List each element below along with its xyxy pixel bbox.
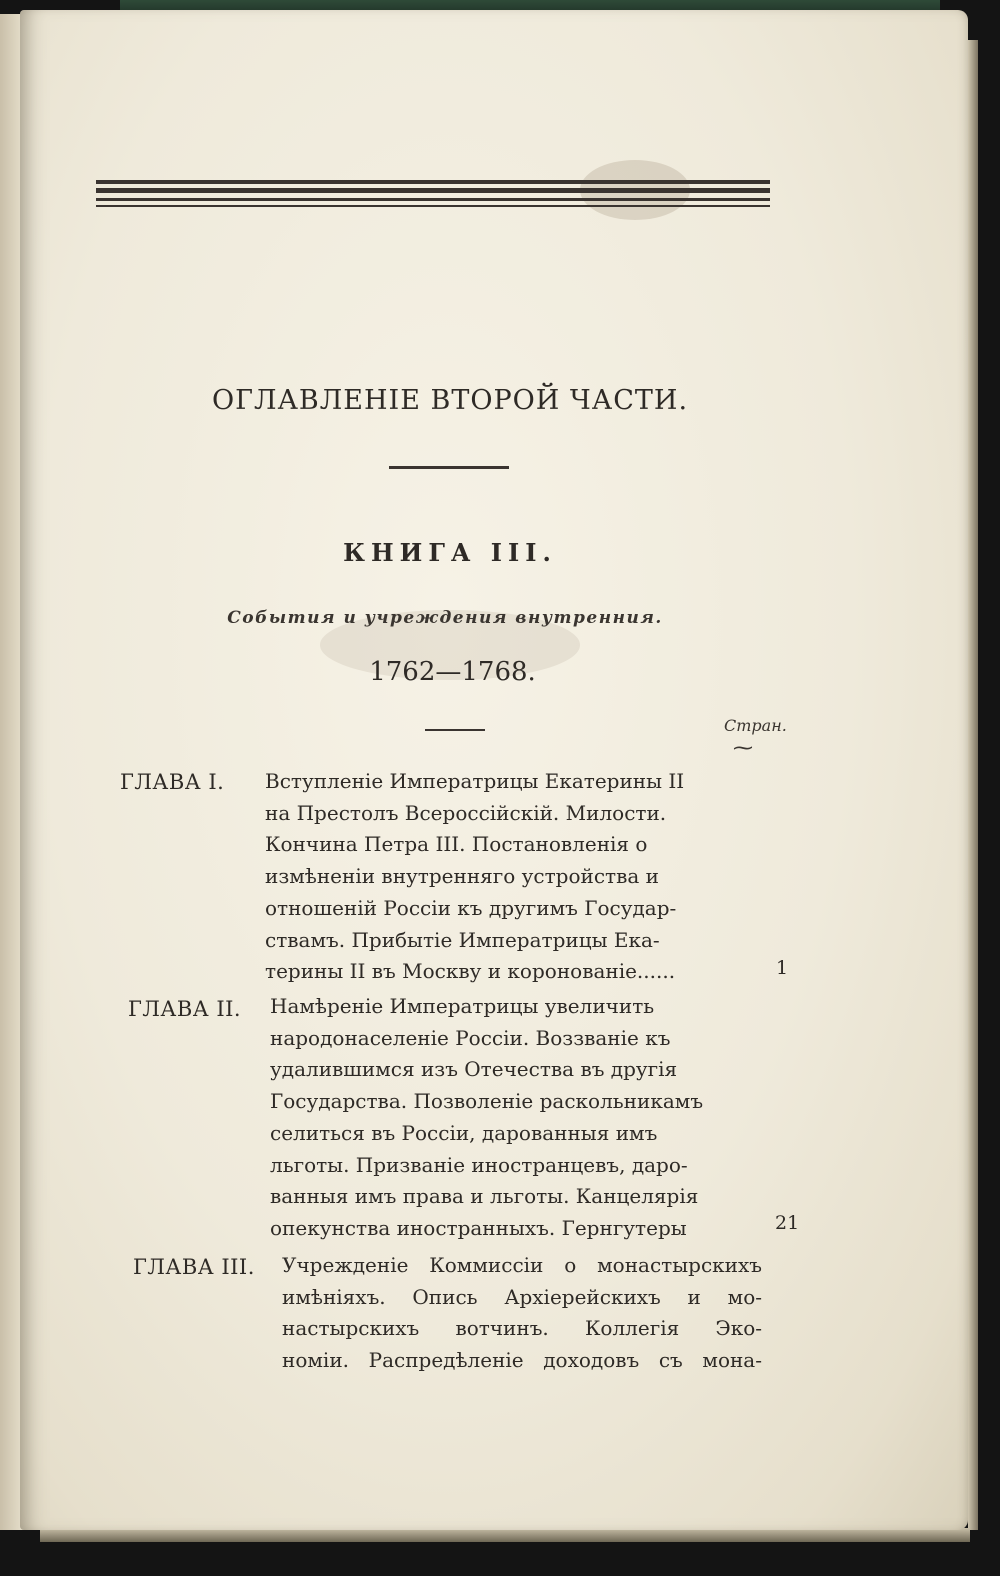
chapter-line: терины II въ Москву и коронованіе...... [265, 959, 676, 984]
chapter-3-label: ГЛАВА III. [133, 1255, 255, 1279]
header-double-rule [96, 180, 770, 212]
chapter-line: отношеній Россіи къ другимъ Государ- [265, 895, 677, 920]
chapter-line: ванныя имъ права и льготы. Канцелярія [270, 1184, 699, 1209]
chapter-1-page: 1 [776, 957, 789, 979]
chapter-line: ствамъ. Прибытіе Императрицы Ека- [265, 927, 660, 952]
page-label-ornament: ⁓ [733, 735, 753, 759]
chapter-2-page: 21 [775, 1212, 800, 1234]
chapter-line: Намѣреніе Императрицы увеличить [270, 994, 655, 1018]
chapter-line: Кончина Петра III. Постановленія о [265, 832, 648, 857]
chapter-2-label: ГЛАВА II. [128, 997, 242, 1021]
book-years: 1762—1768. [369, 657, 536, 687]
chapter-line: опекунства иностранныхъ. Гернгутеры [270, 1215, 687, 1240]
right-page-edge [968, 40, 978, 1530]
chapter-3-text [282, 1250, 762, 1377]
title-divider [389, 466, 509, 469]
chapter-line: имѣніяхъ. Опись Архіерейскихъ и мо- [282, 1284, 762, 1309]
chapter-line: Учрежденіе Коммиссіи о монастырскихъ [282, 1253, 762, 1277]
chapter-line: удалившимся изъ Отечества въ другія [270, 1057, 678, 1082]
chapter-1-text [265, 766, 765, 988]
chapter-line: селиться въ Россіи, дарованныя имъ [270, 1120, 658, 1145]
chapter-line: на Престолъ Всероссійскій. Милости. [265, 800, 667, 825]
bottom-page-edge [40, 1528, 970, 1542]
chapter-line: народонаселеніе Россіи. Воззваніе къ [270, 1025, 671, 1050]
years-divider [425, 729, 485, 731]
book-heading: КНИГА III. [343, 538, 557, 567]
chapter-line: номіи. Распредѣленіе доходовъ съ мона- [282, 1348, 762, 1373]
page-title: ОГЛАВЛЕНІЕ ВТОРОЙ ЧАСТИ. [211, 385, 689, 416]
chapter-line: Государства. Позволеніе раскольникамъ [270, 1089, 704, 1114]
chapter-line: льготы. Призваніе иностранцевъ, даро- [270, 1152, 688, 1177]
page-column-label: Стран. [724, 716, 787, 735]
chapter-line: измѣненіи внутренняго устройства и [265, 864, 659, 889]
chapter-1-label: ГЛАВА I. [120, 770, 225, 794]
chapter-line: настырскихъ вотчинъ. Коллегія Эко- [282, 1316, 762, 1341]
chapter-2-text [270, 991, 760, 1245]
chapter-line: Вступленіе Императрицы Екатерины II [265, 769, 685, 793]
book-subtitle: События и учреждения внутренния. [227, 608, 663, 628]
